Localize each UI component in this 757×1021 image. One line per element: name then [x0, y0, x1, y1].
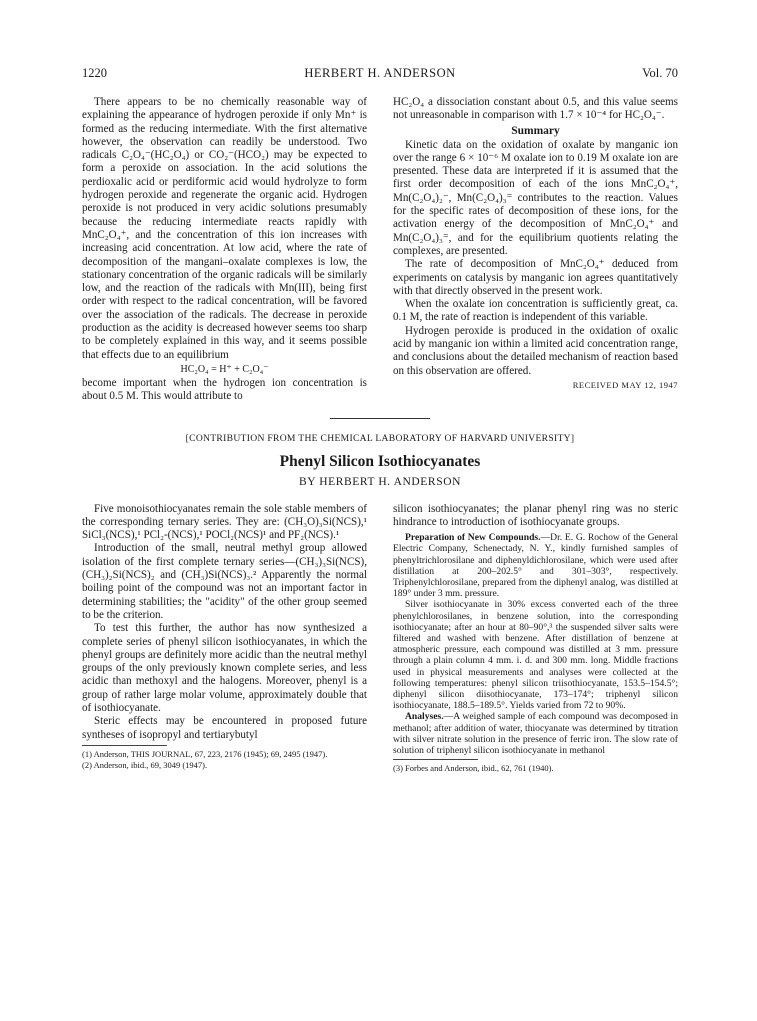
- analyses-paragraph: [393, 711, 678, 756]
- footnote-rule: [393, 759, 478, 760]
- preparation-paragraph: [393, 532, 678, 599]
- paragraph: Steric effects may be encountered in proposed future syntheses of isopropyl and tertiarybutyl: [82, 715, 367, 741]
- equilibrium-equation: HC₂O₄ = H⁺ + C₂O₄⁻: [180, 363, 269, 375]
- paragraph: Hydrogen peroxide is produced in the oxidation of oxalic acid by manganic ion within a limited acid concentration range, and conclusions about the detailed mechanism of reaction based on this observation are offered.: [393, 324, 678, 377]
- paragraph: silicon isothiocyanates; the planar phenyl ring was no steric hindrance to introduction of isothiocyanate groups.: [393, 502, 678, 528]
- summary-heading: Summary: [511, 124, 560, 137]
- footnote: (1) Anderson, THIS JOURNAL, 67, 223, 2176 (1945); 69, 2495 (1947).: [82, 748, 328, 759]
- previous-article-right-column: [393, 96, 678, 404]
- paragraph: There appears to be no chemically reasonable way of explaining the appearance of hydrogen peroxide if only Mn⁺ is formed as the reducing intermediate. With the first alternative however, the observation can readily be understood. Two radicals C₂O₄⁻(HC₂O₄) or CO₂⁻(HCO₂) may be expected to form a peroxide on association. In the acid solutions the perdioxalic acid or perdiformic acid would hydrolyze to form hydrogen peroxide and regenerate the organic acid. Hydrogen peroxide is not produced in very acidic solutions presumably because the reducing intermediate reacts rapidly with MnC₂O₄⁺, and the concentration of this ion increases with increasing acid concentration. At low acid, where the rate of decomposition of the mangani–oxalate complexes is low, the stationary concentration of the organic radicals will be similarly low, and the reaction of the radicals with Mn(III), being first order with respect to the radical concentration, will be favored over the association of the radicals. The decrease in peroxide production as the acidity is decreased however seems too sharp to be completely explained in this way, and it seems possible that effects due to an equilibrium: [82, 96, 367, 361]
- running-title: HERBERT H. ANDERSON: [304, 66, 456, 80]
- paragraph: To test this further, the author has now synthesized a complete series of phenyl silicon isothiocyanates, in which the phenyl groups are definitely more acidic than the neutral methyl groups of the only previously known complete series, and less acidic than methoxyl and the halogens. Moreover, phenyl is a group of rather large molar volume, approximately double that of isothiocyanate.: [82, 622, 367, 714]
- paragraph: Silver isothiocyanate in 30% excess converted each of the three phenylchlorosilanes, in benzene solution, into the corresponding isothiocyanate; after an hour at 80–90°,³ the suspended silver salts were filtered and washed with benzene. After distillation of benzene at atmospheric pressure, each compound was distilled at 3 mm. pressure through a plain column 4 mm. i. d. and 300 mm. long. Middle fractions used in physical measurements and analyses were collected at the following temperatures: phenyl silicon triisothiocyanate, 153.5–154.5°; diphenyl silicon diisothiocyanate, 173–174°; triphenyl silicon isothiocyanate, 188.5–189.5°. Yields varied from 72 to 90%.: [393, 599, 678, 712]
- page-number: 1220: [82, 66, 107, 80]
- footnote-rule: [82, 745, 167, 746]
- article-title: Phenyl Silicon Isothiocyanates: [279, 452, 481, 470]
- previous-article-columns: [82, 96, 678, 404]
- article-divider: [330, 418, 430, 419]
- running-header: [82, 66, 678, 84]
- paragraph: Introduction of the small, neutral methyl group allowed isolation of the first complete ternary series—(CH₃)₃Si(NCS), (CH₃)₂Si(NCS)₂ and (CH₃)Si(NCS)₃.² Apparently the normal boiling point of the compound was not an important factor in determining stabilities; the "acidity" of the other group seemed to be the criterion.: [82, 542, 367, 621]
- preparation-heading: Preparation of New Compounds.: [405, 532, 541, 544]
- paragraph: Kinetic data on the oxidation of oxalate by manganic ion over the range 6 × 10⁻⁶ M oxalate ion to 0.19 M oxalate ion are presented. These data are interpreted if it is assumed that the first order decomposition of each of the ions MnC₂O₄⁺, Mn(C₂O₄)₂⁻, Mn(C₂O₄)₃⁼ contributes to the reaction. Values for the specific rates of decomposition of these ions, for the activation energy of the decomposition of MnC₂O₄⁺ and Mn(C₂O₄)₃⁼, and for the equilibrium quotients relating the complexes, are presented.: [393, 138, 678, 257]
- paragraph: The rate of decomposition of MnC₂O₄⁺ deduced from experiments on catalysis by manganic ion agrees quantitatively with that directly observed in the present work.: [393, 258, 678, 297]
- footnote: (3) Forbes and Anderson, ibid., 62, 761 (1940).: [393, 763, 554, 774]
- article-columns: [82, 503, 678, 774]
- paragraph: HC₂O₄ a dissociation constant about 0.5, and this value seems not unreasonable in comparison with 1.7 × 10⁻⁴ for HC₂O₄⁻.: [393, 96, 678, 122]
- article-byline: BY HERBERT H. ANDERSON: [298, 475, 462, 488]
- previous-article-left-column: [82, 96, 367, 404]
- footnote: (2) Anderson, ibid., 69, 3049 (1947).: [82, 760, 208, 771]
- analyses-heading: Analyses.: [405, 711, 444, 723]
- received-date: RECEIVED MAY 12, 1947: [572, 379, 678, 390]
- paragraph: Five monoisothiocyanates remain the sole stable members of the corresponding ternary series. They are: (CH₃O)₃Si(NCS),¹ SiCl₃(NCS),¹ PCl₂-(NCS),¹ POCl₂(NCS)¹ and PF₂(NCS).¹: [82, 502, 367, 542]
- article-right-column: [393, 503, 678, 774]
- contribution-line: [CONTRIBUTION FROM THE CHEMICAL LABORATORY OF HARVARD UNIVERSITY]: [185, 432, 575, 444]
- paragraph: When the oxalate ion concentration is sufficiently great, ca. 0.1 M, the rate of reaction is independent of this variable.: [393, 298, 678, 324]
- journal-page: [82, 66, 678, 774]
- analyses-text: —A weighed sample of each compound was decomposed in methanol; after addition of water, thiocyanate was determined by titration with silver nitrate solution in the presence of ferric iron. The slow rate of solution of triphenyl silicon isothiocyanate in methanol: [393, 711, 678, 756]
- preparation-text: —Dr. E. G. Rochow of the General Electric Company, Schenectady, N. Y., kindly furnished samples of phenyltrichlorosilane and diphenyldichlorosilane, which were used after distillation at 200–202.5° and 301–303°, respectively. Triphenylchlorosilane, prepared from the diphenyl analog, was distilled at 189° under 3 mm. pressure.: [393, 532, 678, 600]
- article-left-column: [82, 503, 367, 774]
- paragraph: become important when the hydrogen ion concentration is about 0.5 M. This would attribute to: [82, 376, 367, 403]
- volume-label: Vol. 70: [642, 66, 678, 80]
